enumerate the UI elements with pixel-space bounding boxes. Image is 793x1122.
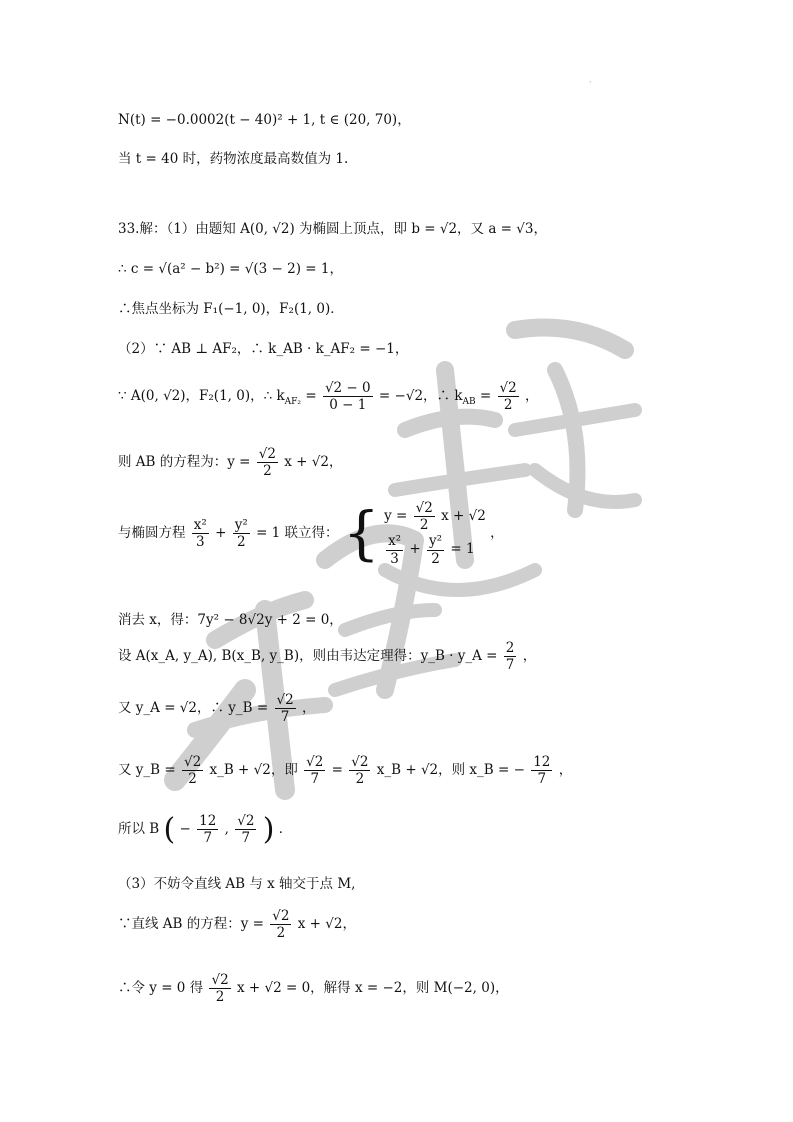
line-7-sub-af2: AF₂: [284, 396, 302, 407]
line-7-eq1: =: [305, 388, 321, 405]
system-brace: {: [342, 499, 380, 568]
line-2: [118, 147, 348, 167]
line-16-denominator: 2: [276, 925, 286, 942]
line-13-num-1: √2: [183, 754, 202, 770]
line-13-part-a: 又 y_B =: [118, 762, 180, 779]
line-7-eq2: =: [479, 388, 496, 405]
point-b-x: [197, 813, 218, 846]
line-8-part-a: 则 AB 的方程为：y =: [118, 454, 255, 471]
line-13-frac-1: [182, 754, 203, 787]
yb-denominator: 7: [280, 709, 290, 726]
line-12: [118, 692, 316, 725]
point-b-y-den: 7: [241, 830, 251, 847]
system-eq-1-b: x + √2: [441, 508, 486, 525]
line-4-text: ∴ c = √(a² − b²) = √(3 − 2) = 1，: [118, 261, 343, 277]
line-2-text: 当 t = 40 时，药物浓度最高数值为 1.: [118, 151, 349, 167]
line-9-part-b: = 1 联立得：: [256, 524, 339, 541]
system-eq-2-y-term: [427, 533, 444, 566]
line-11-part-a: 设 A(x_A, y_A), B(x_B, y_B)，则由韦达定理得：y_B · y_A =: [118, 648, 502, 665]
system-eq-2-y-num: y²: [429, 533, 443, 550]
line-13-num-3: √2: [351, 754, 369, 770]
system-eq-2-x-den: 3: [390, 550, 399, 567]
line-15: [118, 872, 355, 892]
system-eq-1-fraction: [414, 500, 435, 533]
kab-fraction: [498, 380, 519, 413]
line-13-part-c: =: [331, 762, 348, 779]
system-eq-2-x-term: [386, 533, 403, 566]
line-7: [118, 380, 539, 413]
line-11: [118, 640, 536, 673]
line-16-numerator: √2: [272, 908, 290, 924]
slope-fraction: [323, 380, 373, 413]
line-15-text: （3）不妨令直线 AB 与 x 轴交于点 M,: [118, 876, 356, 892]
ellipse-x-den: 3: [196, 533, 205, 550]
yb-numerator: √2: [276, 692, 294, 708]
line-13-den-2: 7: [310, 771, 320, 788]
line-13-part-b: x_B + √2，即: [209, 762, 303, 779]
minus-sign: −: [179, 821, 191, 838]
left-paren: (: [163, 811, 176, 847]
system-eq-1: [384, 500, 486, 533]
line-13-frac-4: [531, 754, 552, 787]
vieta-fraction: [504, 640, 517, 673]
line-17: [118, 972, 509, 1005]
line-13-end: ，: [558, 762, 573, 779]
line-9: [118, 500, 504, 567]
line-17-part-a: ∴令 y = 0 得: [118, 980, 208, 997]
line-5-text: ∴焦点坐标为 F₁(−1, 0)，F₂(1, 0)．: [118, 301, 344, 317]
system-eq-2-y-den: 2: [431, 550, 440, 567]
line-13-den-1: 2: [188, 771, 197, 788]
line-13-part-e: x_B + √2，则 x_B = −: [376, 762, 525, 779]
system-eq-2-plus: +: [409, 541, 421, 558]
line-16: [118, 908, 356, 941]
line-17-numerator: √2: [211, 972, 229, 988]
kab-numerator: √2: [499, 380, 517, 396]
line-7-part-a: ∵ A(0, √2)，F₂(1, 0)，∴ k: [118, 388, 285, 405]
line-7-part-d: = −√2，∴ k: [378, 388, 463, 405]
system-eq-1-den: 2: [419, 517, 429, 534]
ellipse-y-term: [233, 517, 250, 550]
line-12-part-a: 又 y_A = √2，∴ y_B =: [118, 700, 273, 717]
point-b-x-num: 12: [199, 813, 217, 829]
yb-fraction: [275, 692, 296, 725]
ellipse-x-term: [192, 517, 209, 550]
line-11-end: ，: [522, 648, 537, 665]
line-13-frac-2: [304, 754, 325, 787]
line-17-part-b: x + √2 = 0，解得 x = −2，则 M(−2, 0)，: [236, 980, 509, 997]
system-eq-2-b: = 1: [450, 541, 475, 558]
line-16-part-b: x + √2，: [297, 916, 356, 933]
line-13: [118, 754, 572, 787]
line-14-end: ．: [278, 821, 293, 838]
equation-system: [384, 500, 486, 567]
point-b-x-den: 7: [203, 830, 213, 847]
system-eq-2: [384, 533, 486, 566]
line-6-text: （2）∵ AB ⊥ AF₂，∴ k_AB · k_AF₂ = −1，: [118, 341, 409, 357]
system-eq-1-num: √2: [415, 500, 433, 516]
kab-denominator: 2: [503, 397, 513, 414]
line-9-part-a: 与椭圆方程: [118, 524, 190, 541]
vieta-numerator: 2: [505, 640, 515, 656]
page-mark: ·: [589, 78, 592, 87]
vieta-denominator: 7: [505, 657, 515, 674]
point-b-y-num: √2: [237, 813, 255, 829]
line-16-part-a: ∵直线 AB 的方程：y =: [118, 916, 269, 933]
slope-denominator: 0 − 1: [329, 397, 367, 414]
line-13-frac-3: [349, 754, 370, 787]
line-7-end: ，: [525, 388, 539, 405]
line-1-text: N(t) = −0.0002(t − 40)² + 1, t ∈ (20, 70)，: [118, 112, 411, 128]
line-13-den-3: 2: [355, 771, 365, 788]
line-12-end: ，: [302, 700, 316, 717]
line-5: [118, 297, 344, 317]
line-10-text: 消去 x，得：7y² − 8√2y + 2 = 0，: [118, 612, 343, 628]
line-4: [118, 257, 343, 277]
line-17-denominator: 2: [215, 989, 225, 1006]
line-1: [118, 108, 411, 128]
system-eq-1-a: y =: [384, 508, 412, 525]
system-eq-2-x-num: x²: [388, 533, 402, 550]
line-10: [118, 608, 343, 628]
line-8-numerator: √2: [258, 446, 276, 462]
line-3-text: 33.解：（1）由题知 A(0, √2) 为椭圆上顶点，即 b = √2，又 a = √3，: [118, 221, 547, 237]
line-17-fraction: [209, 972, 230, 1005]
line-14: [118, 813, 292, 846]
line-9-end: ，: [490, 524, 504, 541]
ellipse-y-den: 2: [236, 533, 246, 550]
line-8: [118, 446, 342, 479]
comma-sep: ,: [224, 821, 229, 838]
line-3: [118, 217, 547, 237]
line-8-fraction: [257, 446, 278, 479]
line-13-num-4: 12: [533, 754, 551, 770]
line-16-fraction: [270, 908, 291, 941]
right-paren: ): [262, 811, 275, 847]
ellipse-x-num: x²: [193, 516, 207, 533]
line-6: [118, 337, 408, 357]
ellipse-plus: +: [215, 524, 227, 541]
slope-numerator: √2 − 0: [324, 380, 371, 396]
ellipse-y-num: y²: [234, 516, 248, 533]
line-13-den-4: 7: [537, 771, 547, 788]
line-7-sub-ab: AB: [462, 396, 476, 407]
line-14-part-a: 所以 B: [118, 821, 160, 838]
line-8-denominator: 2: [263, 463, 272, 480]
line-13-num-2: √2: [306, 754, 324, 770]
line-8-part-b: x + √2，: [284, 454, 343, 471]
point-b-y: [235, 813, 256, 846]
